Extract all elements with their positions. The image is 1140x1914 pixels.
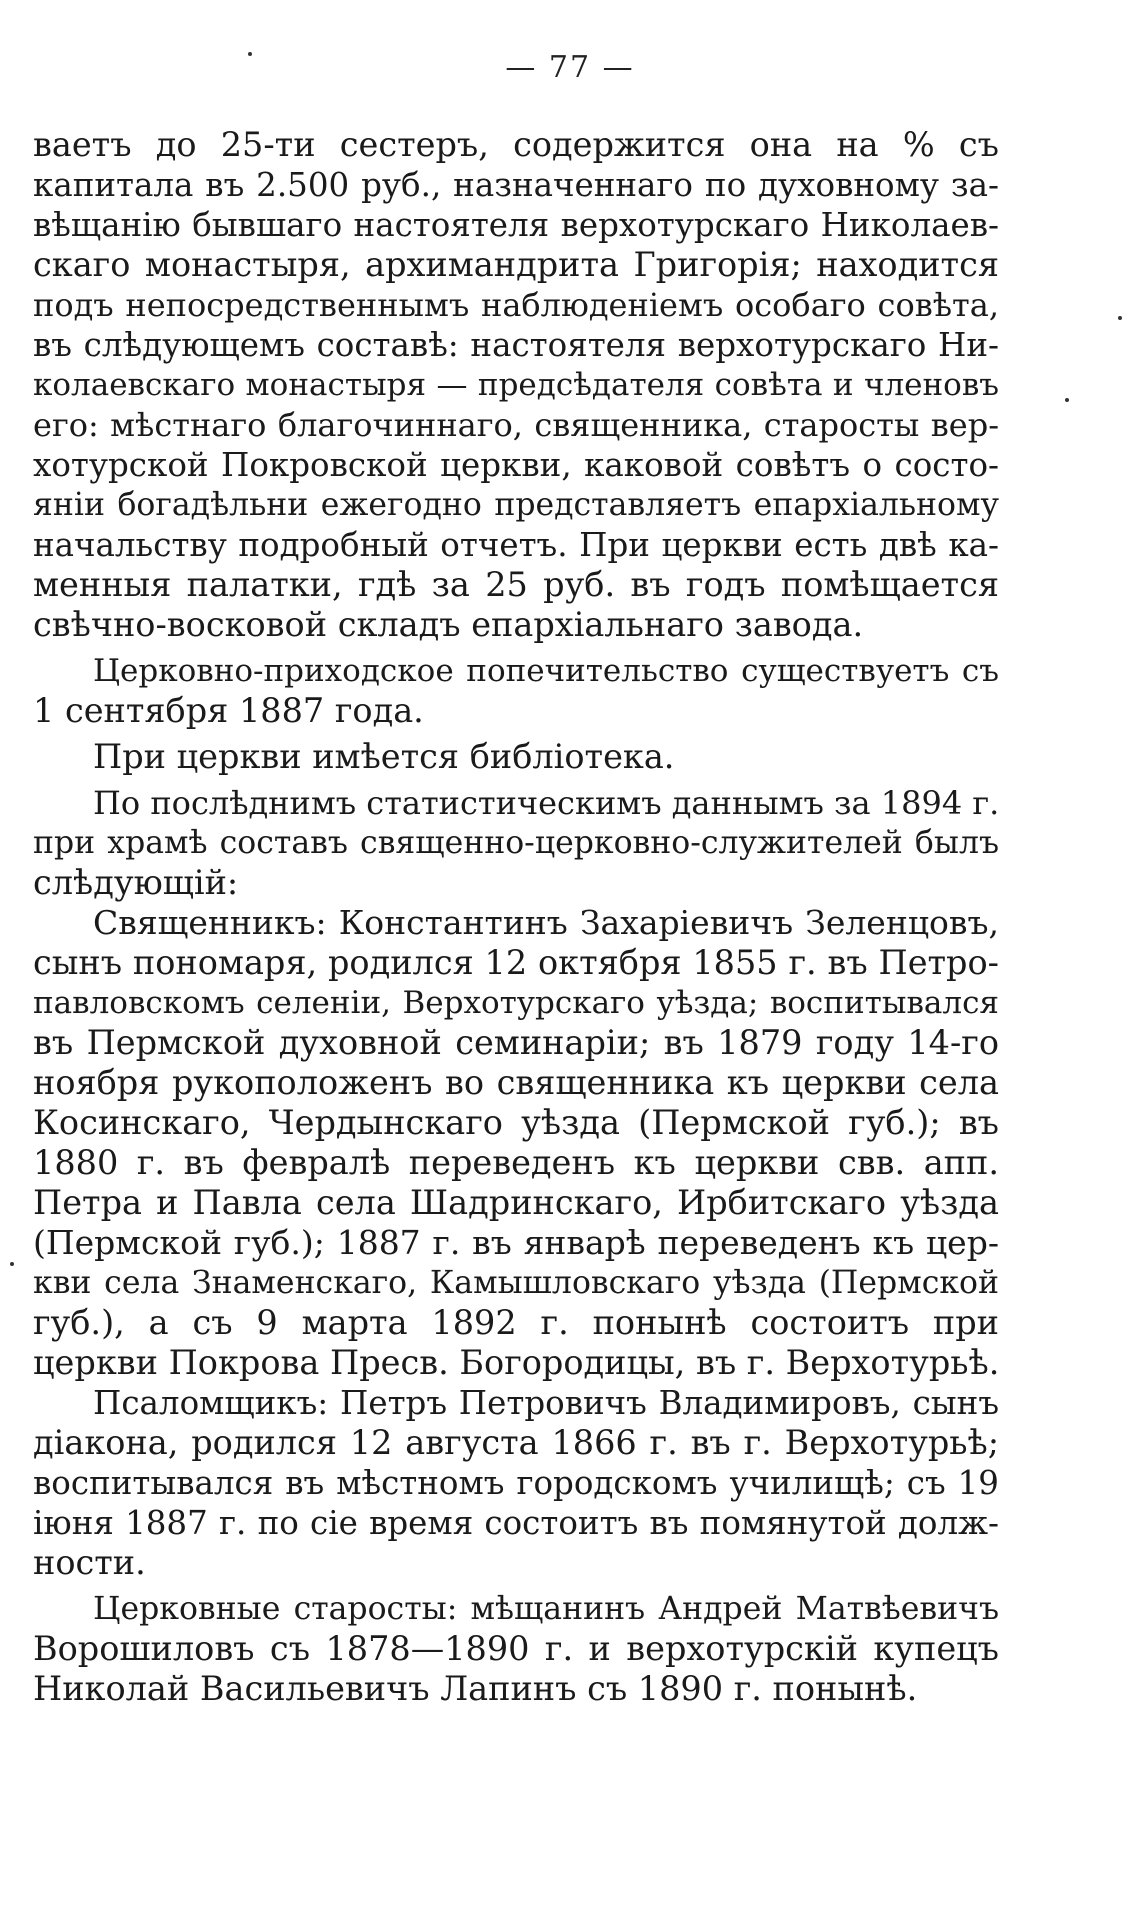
text-line: По послѣднимъ статистическимъ даннымъ за 1894 г. xyxy=(93,784,1000,822)
text-line: свѣчно-восковой складъ епархіальнаго завода. xyxy=(33,605,864,644)
text-line: скаго монастыря, архимандрита Григорія; находится xyxy=(33,245,999,284)
paragraph xyxy=(33,903,999,1383)
paragraph xyxy=(33,1589,999,1709)
text-line: вѣщанію бывшаго настоятеля верхотурскаго Николаев- xyxy=(33,206,999,244)
text-line: хотурской Покровской церкви, каковой совѣтъ о состо- xyxy=(33,446,999,484)
text-line: церкви Покрова Пресв. Богородицы, въ г. Верхотурьѣ. xyxy=(33,1343,1000,1382)
text-line: яніи богадѣльни ежегодно представляетъ епархіальному xyxy=(33,487,999,523)
text-line: 1880 г. въ февралѣ переведенъ къ церкви свв. апп. xyxy=(33,1143,999,1182)
print-speck xyxy=(248,52,252,56)
body-text xyxy=(33,125,999,1709)
text-line: Псаломщикъ: Петръ Петровичъ Владимировъ, сынъ xyxy=(93,1384,999,1422)
text-line: Петра и Павла села Шадринскаго, Ирбитскаго уѣзда xyxy=(33,1183,999,1222)
text-line: начальству подробный отчетъ. При церкви есть двѣ ка- xyxy=(33,526,999,564)
text-line: подъ непосредственнымъ наблюденіемъ особаго совѣта, xyxy=(33,286,999,324)
print-speck xyxy=(1065,398,1069,402)
text-line: Церковные старосты: мѣщанинъ Андрей Матвѣевичъ xyxy=(93,1591,999,1627)
text-line: ности. xyxy=(33,1543,146,1582)
text-line: губ.), а съ 9 марта 1892 г. понынѣ состоитъ при xyxy=(33,1303,999,1342)
text-line: менныя палатки, гдѣ за 25 руб. въ годъ помѣщается xyxy=(33,565,999,604)
text-line: воспитывался въ мѣстномъ городскомъ училищѣ; съ 19 xyxy=(33,1464,999,1502)
text-line: колаевскаго монастыря — предсѣдателя совѣта и членовъ xyxy=(33,367,999,403)
text-line: діакона, родился 12 августа 1866 г. въ г. Верхотурьѣ; xyxy=(33,1423,999,1462)
text-line: слѣдующій: xyxy=(33,863,239,902)
text-line: іюня 1887 г. по сіе время состоитъ въ помянутой долж- xyxy=(33,1504,999,1542)
paragraph xyxy=(33,651,999,731)
text-line: Николай Васильевичъ Лапинъ съ 1890 г. понынѣ. xyxy=(33,1669,918,1708)
text-line: 1 сентября 1887 года. xyxy=(33,691,424,730)
text-line: Церковно-приходское попечительство существуетъ съ xyxy=(93,653,999,689)
text-line: при храмѣ составъ священно-церковно-служителей былъ xyxy=(33,825,999,861)
text-line: Косинскаго, Чердынскаго уѣзда (Пермской губ.); въ xyxy=(33,1103,999,1142)
print-speck xyxy=(1118,316,1122,320)
paragraph xyxy=(33,737,999,777)
text-line: (Пермской губ.); 1887 г. въ январѣ переведенъ къ цер- xyxy=(33,1223,999,1262)
text-line: въ Пермской духовной семинаріи; въ 1879 году 14-го xyxy=(33,1023,999,1062)
text-line: капитала въ 2.500 руб., назначеннаго по духовному за- xyxy=(33,166,999,204)
print-speck xyxy=(10,1262,14,1266)
text-line: ваетъ до 25-ти сестеръ, содержится она на % съ xyxy=(33,125,999,164)
text-line: сынъ пономаря, родился 12 октября 1855 г. въ Петро- xyxy=(33,943,999,982)
paragraph xyxy=(33,783,999,903)
paragraph xyxy=(33,1383,999,1583)
page-number: — 77 — xyxy=(505,50,635,85)
text-line: Ворошиловъ съ 1878—1890 г. и верхотурскій купецъ xyxy=(33,1629,999,1668)
text-line: Священникъ: Константинъ Захаріевичъ Зеленцовъ, xyxy=(93,903,999,942)
paragraph xyxy=(33,125,999,645)
text-line: кви села Знаменскаго, Камышловскаго уѣзда (Пермской xyxy=(33,1265,999,1301)
text-line: въ слѣдующемъ составѣ: настоятеля верхотурскаго Ни- xyxy=(33,326,999,364)
text-line: павловскомъ селеніи, Верхотурскаго уѣзда; воспитывался xyxy=(33,985,999,1021)
text-line: его: мѣстнаго благочиннаго, священника, старосты вер- xyxy=(33,406,999,444)
text-line: При церкви имѣется библіотека. xyxy=(93,737,675,776)
text-line: ноября рукоположенъ во священника къ церкви села xyxy=(33,1063,999,1102)
